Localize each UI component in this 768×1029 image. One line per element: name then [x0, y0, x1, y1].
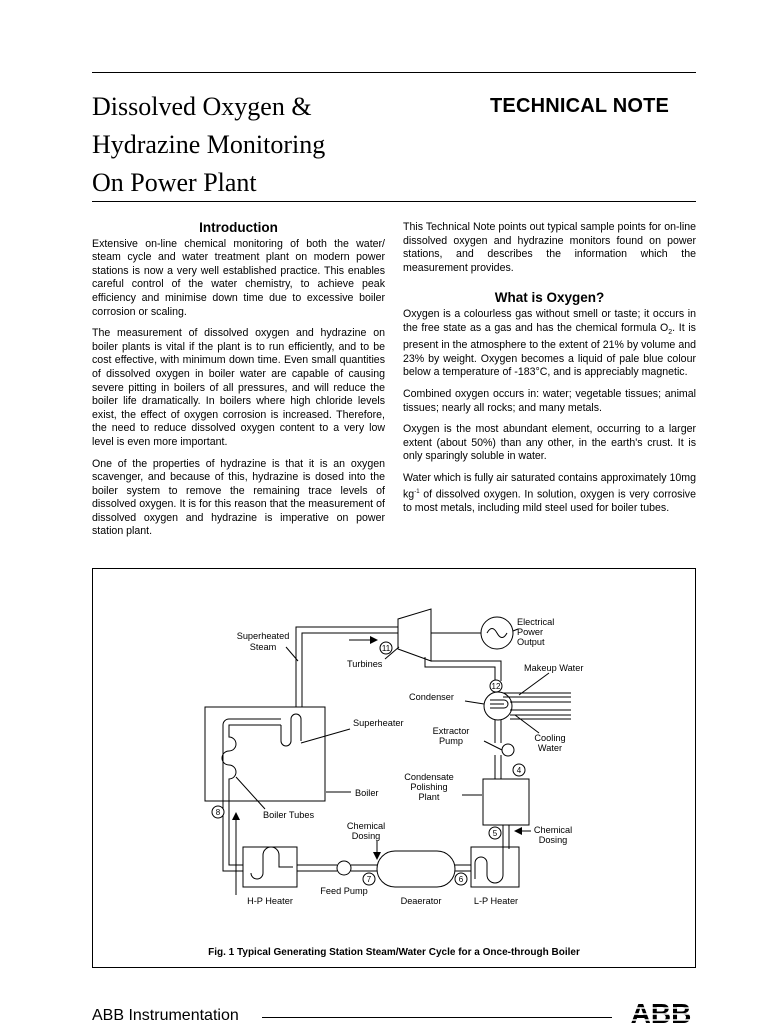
label-deaerator: Deaerator: [400, 896, 442, 906]
condensate-pipe: [495, 720, 501, 743]
label-hp-heater: H-P Heater: [247, 896, 293, 906]
label-dosing-right-2: Dosing: [538, 835, 568, 845]
extractor-pump: [502, 744, 514, 756]
lp-heater-coil: [475, 849, 503, 883]
figure-caption: Fig. 1 Typical Generating Station Steam/Water Cycle for a Once-through Boiler: [208, 947, 580, 958]
label-condenser: Condenser: [409, 692, 454, 702]
unit-superscript: -1: [414, 488, 420, 495]
label-dosing-left-2: Dosing: [351, 831, 381, 841]
condenser-coil: [490, 700, 508, 708]
leader-makeup: [519, 673, 549, 695]
label-extractor-1: Extractor: [432, 726, 470, 736]
sample-point-7-label: 7: [366, 875, 372, 884]
technical-note-label: TECHNICAL NOTE: [490, 95, 670, 117]
deaerator-to-pump-pipe: [351, 865, 377, 871]
cycle-diagram: [93, 569, 697, 969]
feed-pump: [337, 861, 351, 875]
label-extractor-2: Pump: [438, 736, 464, 746]
oxygen-paragraph-3: Oxygen is the most abundant element, occurring to a larger extent (about 50%) than any other, in the earth's crust. It is only sparingly soluble in water.: [403, 423, 696, 463]
intro-paragraph-3: One of the properties of hydrazine is that it is an oxygen scavenger, and because of this, hydrazine is dosed into the boiler system to remove the remaining trace levels of dissolved oxygen. It is for this reason that the measurement of dissolved oxygen and hydrazine is imperative on power station plant.: [92, 457, 385, 538]
label-condensate-2: Polishing: [410, 782, 448, 792]
label-superheated-steam-2: Steam: [249, 642, 277, 652]
label-superheated-steam-1: Superheated: [236, 631, 290, 641]
boiler-tubes: [222, 725, 281, 801]
label-electrical-1: Electrical: [517, 617, 555, 627]
label-boiler-tubes: Boiler Tubes: [263, 810, 315, 820]
footer-brand: ABB Instrumentation: [92, 1007, 239, 1024]
oxygen-paragraph-2: Combined oxygen occurs in: water; vegetable tissues; animal tissues; nearly all rocks; and many metals.: [403, 388, 696, 414]
sample-point-6-label: 6: [458, 875, 464, 884]
sample-point-5-label: 5: [492, 829, 498, 838]
label-dosing-right-1: Chemical: [533, 825, 573, 835]
intro-paragraph-1: Extensive on-line chemical monitoring of both the water/ steam cycle and water treatment plant on modern power stations is now a very well established practice. This enables careful control of the water chemistry, to achieve peak efficiency and minimise down time due to excessive boiler corrosion or scaling.: [92, 237, 385, 318]
leader-cooling: [515, 715, 539, 733]
hp-to-boiler-pipe: [223, 801, 243, 871]
oxygen-heading: What is Oxygen?: [494, 290, 605, 306]
label-condensate-1: Condensate: [404, 772, 454, 782]
leader-extractor: [484, 741, 502, 750]
introduction-heading: Introduction: [199, 220, 278, 235]
label-boiler: Boiler: [355, 788, 379, 798]
abb-logo-text: ABB: [630, 1001, 692, 1024]
exhaust-pipe-inner: [431, 655, 501, 681]
label-cooling-1: Cooling: [534, 733, 566, 743]
top-rule: [92, 72, 696, 73]
label-dosing-left-1: Chemical: [346, 821, 386, 831]
abb-logo-icon: [624, 1001, 698, 1024]
boiler-tubes-outer: [223, 719, 281, 801]
right-intro-paragraph: This Technical Note points out typical sample points for on-line dissolved oxygen and hydrazine monitors found on power stations, and describes the information which the measurement provides.: [403, 221, 696, 274]
polish-to-lp-pipe: [503, 825, 509, 849]
intro-paragraph-2: The measurement of dissolved oxygen and hydrazine on boiler plants is vital if the plant is to run efficiently, and to be cost effective, with minimum down time. Even small quantities of dissolved oxygen in boiler water are capable of causing severe pitting in boilers of all pressures, and will reduce the boiler life dramatically. In boilers where high chloride levels exist, the effect of oxygen corrosion is increased. Therefore, the need to reduce dissolved oxygen content to a very low level is even more important.: [92, 327, 385, 448]
polishing-plant: [483, 779, 529, 825]
oxygen-p1-text: Oxygen is a colourless gas without smell or taste; it occurs in the free state as a gas and has the chemical formula O: [403, 307, 696, 334]
makeup-water-pipe: [503, 693, 571, 697]
label-condensate-3: Plant: [418, 792, 440, 802]
title-line-3: On Power Plant: [92, 168, 257, 197]
abb-logo: [624, 1001, 698, 1029]
lp-heater-box: [471, 847, 519, 887]
lp-to-deaerator-pipe: [455, 865, 471, 871]
label-cooling-2: Water: [537, 743, 563, 753]
cooling-water-pipe: [510, 702, 571, 710]
leader-condenser: [465, 701, 484, 704]
label-feed-pump: Feed Pump: [320, 886, 368, 896]
sample-point-12-label: 12: [491, 682, 501, 691]
sample-point-8-label: 8: [215, 808, 221, 817]
sample-point-11-label: 11: [381, 644, 391, 653]
title-rule: [92, 201, 696, 202]
sample-point-4-label: 4: [516, 766, 522, 775]
superheater-coil: [281, 714, 301, 746]
title-line-2: Hydrazine Monitoring: [92, 130, 326, 159]
diagram-labels: [237, 617, 584, 906]
pump-to-hp-pipe: [297, 865, 337, 871]
oxygen-paragraph-1: [403, 308, 696, 380]
leader-boiler-tubes: [236, 777, 265, 809]
figure-steam-water-cycle: [92, 568, 696, 968]
label-lp-heater: L-P Heater: [473, 896, 519, 906]
oxygen-p1-text-end: . It is present in the atmosphere to the extent of 21% by volume and 23% by weight. Oxygen becomes a liquid of pale blue colour below a temperature of -183°C, and is appreciably magnetic.: [403, 321, 696, 379]
label-turbines: Turbines: [347, 659, 383, 669]
turbine: [398, 609, 431, 661]
footer-rule: [262, 1017, 612, 1018]
label-makeup-water: Makeup Water: [524, 663, 584, 673]
oxygen-formula-subscript: 2: [668, 328, 673, 336]
hp-heater-coil: [251, 847, 293, 879]
deaerator: [377, 851, 455, 887]
condensate-pipe-2: [483, 755, 501, 779]
sample-points: [212, 642, 525, 885]
oxygen-paragraph-4: [403, 472, 696, 515]
oxygen-p4-text: Water which is fully air saturated contains approximately 10mg kg: [403, 472, 696, 501]
label-superheater: Superheater: [353, 718, 404, 728]
right-column: [403, 221, 696, 523]
label-electrical-3: Output: [517, 637, 545, 647]
left-column: [92, 221, 385, 547]
title-line-1: Dissolved Oxygen &: [92, 92, 312, 121]
label-electrical-2: Power: [517, 627, 544, 637]
oxygen-p4-text-end: of dissolved oxygen. In solution, oxygen is very corrosive to most metals, including mild steel used for boiler tubes.: [403, 488, 696, 514]
document-title: [92, 88, 325, 202]
sine-wave-icon: [487, 629, 507, 638]
